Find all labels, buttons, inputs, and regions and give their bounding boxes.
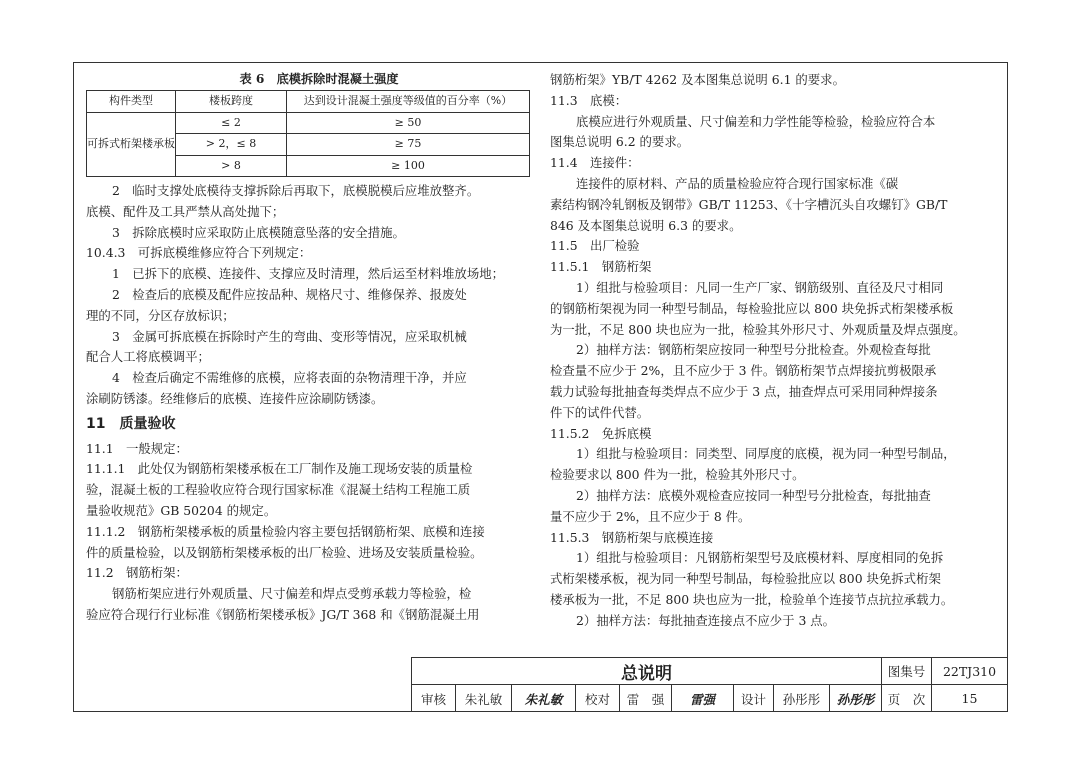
- reviewer-name: 朱礼敏: [456, 685, 512, 712]
- table-header: 构件类型: [87, 91, 176, 113]
- checker-signature: 雷强: [672, 685, 734, 712]
- clause-heading: 11.2 钢筋桁架：: [86, 565, 188, 581]
- reviewer-signature: 朱礼敏: [512, 685, 576, 712]
- demolding-strength-table: [86, 90, 530, 177]
- clause-heading: 11.5.1 钢筋桁架: [550, 259, 652, 275]
- check-label: 校对: [576, 685, 620, 712]
- text-line: 为一批，不足 800 块也应为一批，检验其外形尺寸、外观质量及焊点强度。: [550, 321, 966, 337]
- clause-heading: 11.5.3 钢筋桁架与底模连接: [550, 529, 714, 545]
- left-column: [86, 70, 532, 626]
- clause-heading: 11.4 连接件：: [550, 155, 640, 171]
- text-line: 11.1.2 钢筋桁架楼承板的质量检验内容主要包括钢筋桁架、底模和连接: [86, 523, 485, 539]
- checker-name: 雷 强: [620, 685, 672, 712]
- section-heading: 11 质量验收: [86, 415, 176, 432]
- text-line: 11.1.1 此处仅为钢筋桁架楼承板在工厂制作及施工现场安装的质量检: [86, 461, 473, 477]
- clause-heading: 11.5 出厂检验: [550, 238, 640, 254]
- text-line: 2）抽样方法：每批抽查连接点不应少于 3 点。: [576, 612, 836, 628]
- text-line: 底模、配件及工具严禁从高处抛下；: [86, 203, 285, 219]
- text-line: 3 金属可拆底模在拆除时产生的弯曲、变形等情况，应采取机械: [112, 328, 467, 344]
- atlas-number-label: 图集号: [882, 658, 932, 684]
- text-line: 检查量不应少于 2%，且不应少于 3 件。钢筋桁架节点焊接抗剪极限承: [550, 363, 937, 379]
- text-line: 楼承板为一批，不足 800 块也应为一批，检验单个连接节点抗拉承载力。: [550, 591, 954, 607]
- text-line: 载力试验每批抽查每类焊点不应少于 3 点，抽查焊点可采用同种焊接条: [550, 383, 938, 399]
- drawing-title: 总说明: [412, 658, 882, 684]
- text-line: 2 检查后的底模及配件应按品种、规格尺寸、维修保养、报废处: [112, 286, 467, 302]
- table-cell: ≥ 100: [287, 155, 530, 177]
- design-label: 设计: [734, 685, 774, 712]
- clause-heading: 11.5.2 免拆底模: [550, 425, 652, 441]
- text-line: 量不应少于 2%，且不应少于 8 件。: [550, 508, 751, 524]
- table-cell: ≥ 50: [287, 112, 530, 134]
- signature-row: [412, 684, 1007, 712]
- text-line: 量验收规范》GB 50204 的规定。: [86, 502, 277, 518]
- text-line: 1 已拆下的底模、连接件、支撑应及时清理，然后运至材料堆放场地；: [112, 266, 504, 282]
- text-line: 素结构钢冷轧钢板及钢带》GB/T 11253、《十字槽沉头自攻螺钉》GB/T: [550, 196, 948, 212]
- designer-name: 孙彤彤: [774, 685, 830, 712]
- clause-heading: 11.1 一般规定：: [86, 440, 188, 456]
- text-line: 4 检查后确定不需维修的底模，应将表面的杂物清理干净，并应: [112, 370, 467, 386]
- text-line: 846 及本图集总说明 6.3 的要求。: [550, 217, 742, 233]
- table-caption: 表 6 底模拆除时混凝土强度: [239, 72, 399, 86]
- text-line: 钢筋桁架》YB/T 4262 及本图集总说明 6.1 的要求。: [550, 72, 845, 87]
- page-number: 15: [961, 691, 978, 706]
- text-line: 底模应进行外观质量、尺寸偏差和力学性能等检验，检验应符合本: [576, 113, 936, 129]
- right-column: [550, 70, 998, 632]
- table-cell: ≥ 75: [287, 134, 530, 156]
- review-label: 审核: [412, 685, 456, 712]
- text-line: 验，混凝土板的工程验收应符合现行国家标准《混凝土结构工程施工质: [86, 482, 471, 498]
- text-line: 1）组批与检验项目：同类型、同厚度的底模，视为同一种型号制品，: [576, 446, 956, 462]
- text-line: 涂刷防锈漆。经维修后的底模、连接件应涂刷防锈漆。: [86, 390, 384, 406]
- text-line: 图集总说明 6.2 的要求。: [550, 134, 690, 150]
- table-cell: > 8: [176, 155, 287, 177]
- atlas-number: 22TJ310: [942, 663, 997, 679]
- table-cell-member-type: 可拆式桁架楼承板: [87, 112, 176, 177]
- text-line: 配合人工将底模调平；: [86, 349, 210, 365]
- text-line: 理的不同，分区存放标识；: [86, 307, 235, 323]
- text-line: 件的质量检验，以及钢筋桁架楼承板的出厂检验、进场及安装质量检验。: [86, 544, 483, 560]
- page-label: 页 次: [882, 685, 932, 712]
- text-line: 1）组批与检验项目：凡钢筋桁架型号及底模材料、厚度相同的免拆: [576, 550, 944, 566]
- clause-heading: 10.4.3 可拆底模维修应符合下列规定：: [86, 245, 312, 261]
- table-header: 楼板跨度: [176, 91, 287, 113]
- title-block: [411, 657, 1008, 712]
- designer-signature: 孙彤彤: [830, 685, 882, 712]
- text-line: 的钢筋桁架视为同一种型号制品，每检验批应以 800 块免拆式桁架楼承板: [550, 300, 954, 316]
- table-row: [87, 112, 530, 134]
- table-header-row: [87, 91, 530, 113]
- text-line: 检验要求以 800 件为一批，检验其外形尺寸。: [550, 467, 805, 483]
- clause-heading: 11.3 底模：: [550, 92, 628, 108]
- text-line: 3 拆除底模时应采取防止底模随意坠落的安全措施。: [112, 224, 405, 240]
- text-line: 钢筋桁架应进行外观质量、尺寸偏差和焊点受剪承载力等检验，检: [112, 586, 472, 602]
- text-line: 式桁架楼承板，视为同一种型号制品，每检验批应以 800 块免拆式桁架: [550, 571, 941, 587]
- table-header: 达到设计混凝土强度等级值的百分率（%）: [287, 91, 530, 113]
- text-line: 连接件的原材料、产品的质量检验应符合现行国家标准《碳: [576, 175, 899, 191]
- text-line: 2）抽样方法：底模外观检查应按同一种型号分批检查，每批抽查: [576, 487, 931, 503]
- text-line: 2）抽样方法：钢筋桁架应按同一种型号分批检查。外观检查每批: [576, 342, 931, 358]
- table-cell: > 2，≤ 8: [176, 134, 287, 156]
- text-line: 验应符合现行行业标准《钢筋桁架楼承板》JG/T 368 和《钢筋混凝土用: [86, 606, 480, 622]
- text-line: 1）组批与检验项目：凡同一生产厂家、钢筋级别、直径及尺寸相同: [576, 279, 944, 295]
- text-line: 2 临时支撑处底模待支撑拆除后再取下，底模脱模后应堆放整齐。: [112, 183, 480, 198]
- table-cell: ≤ 2: [176, 112, 287, 134]
- text-line: 件下的试件代替。: [550, 404, 650, 420]
